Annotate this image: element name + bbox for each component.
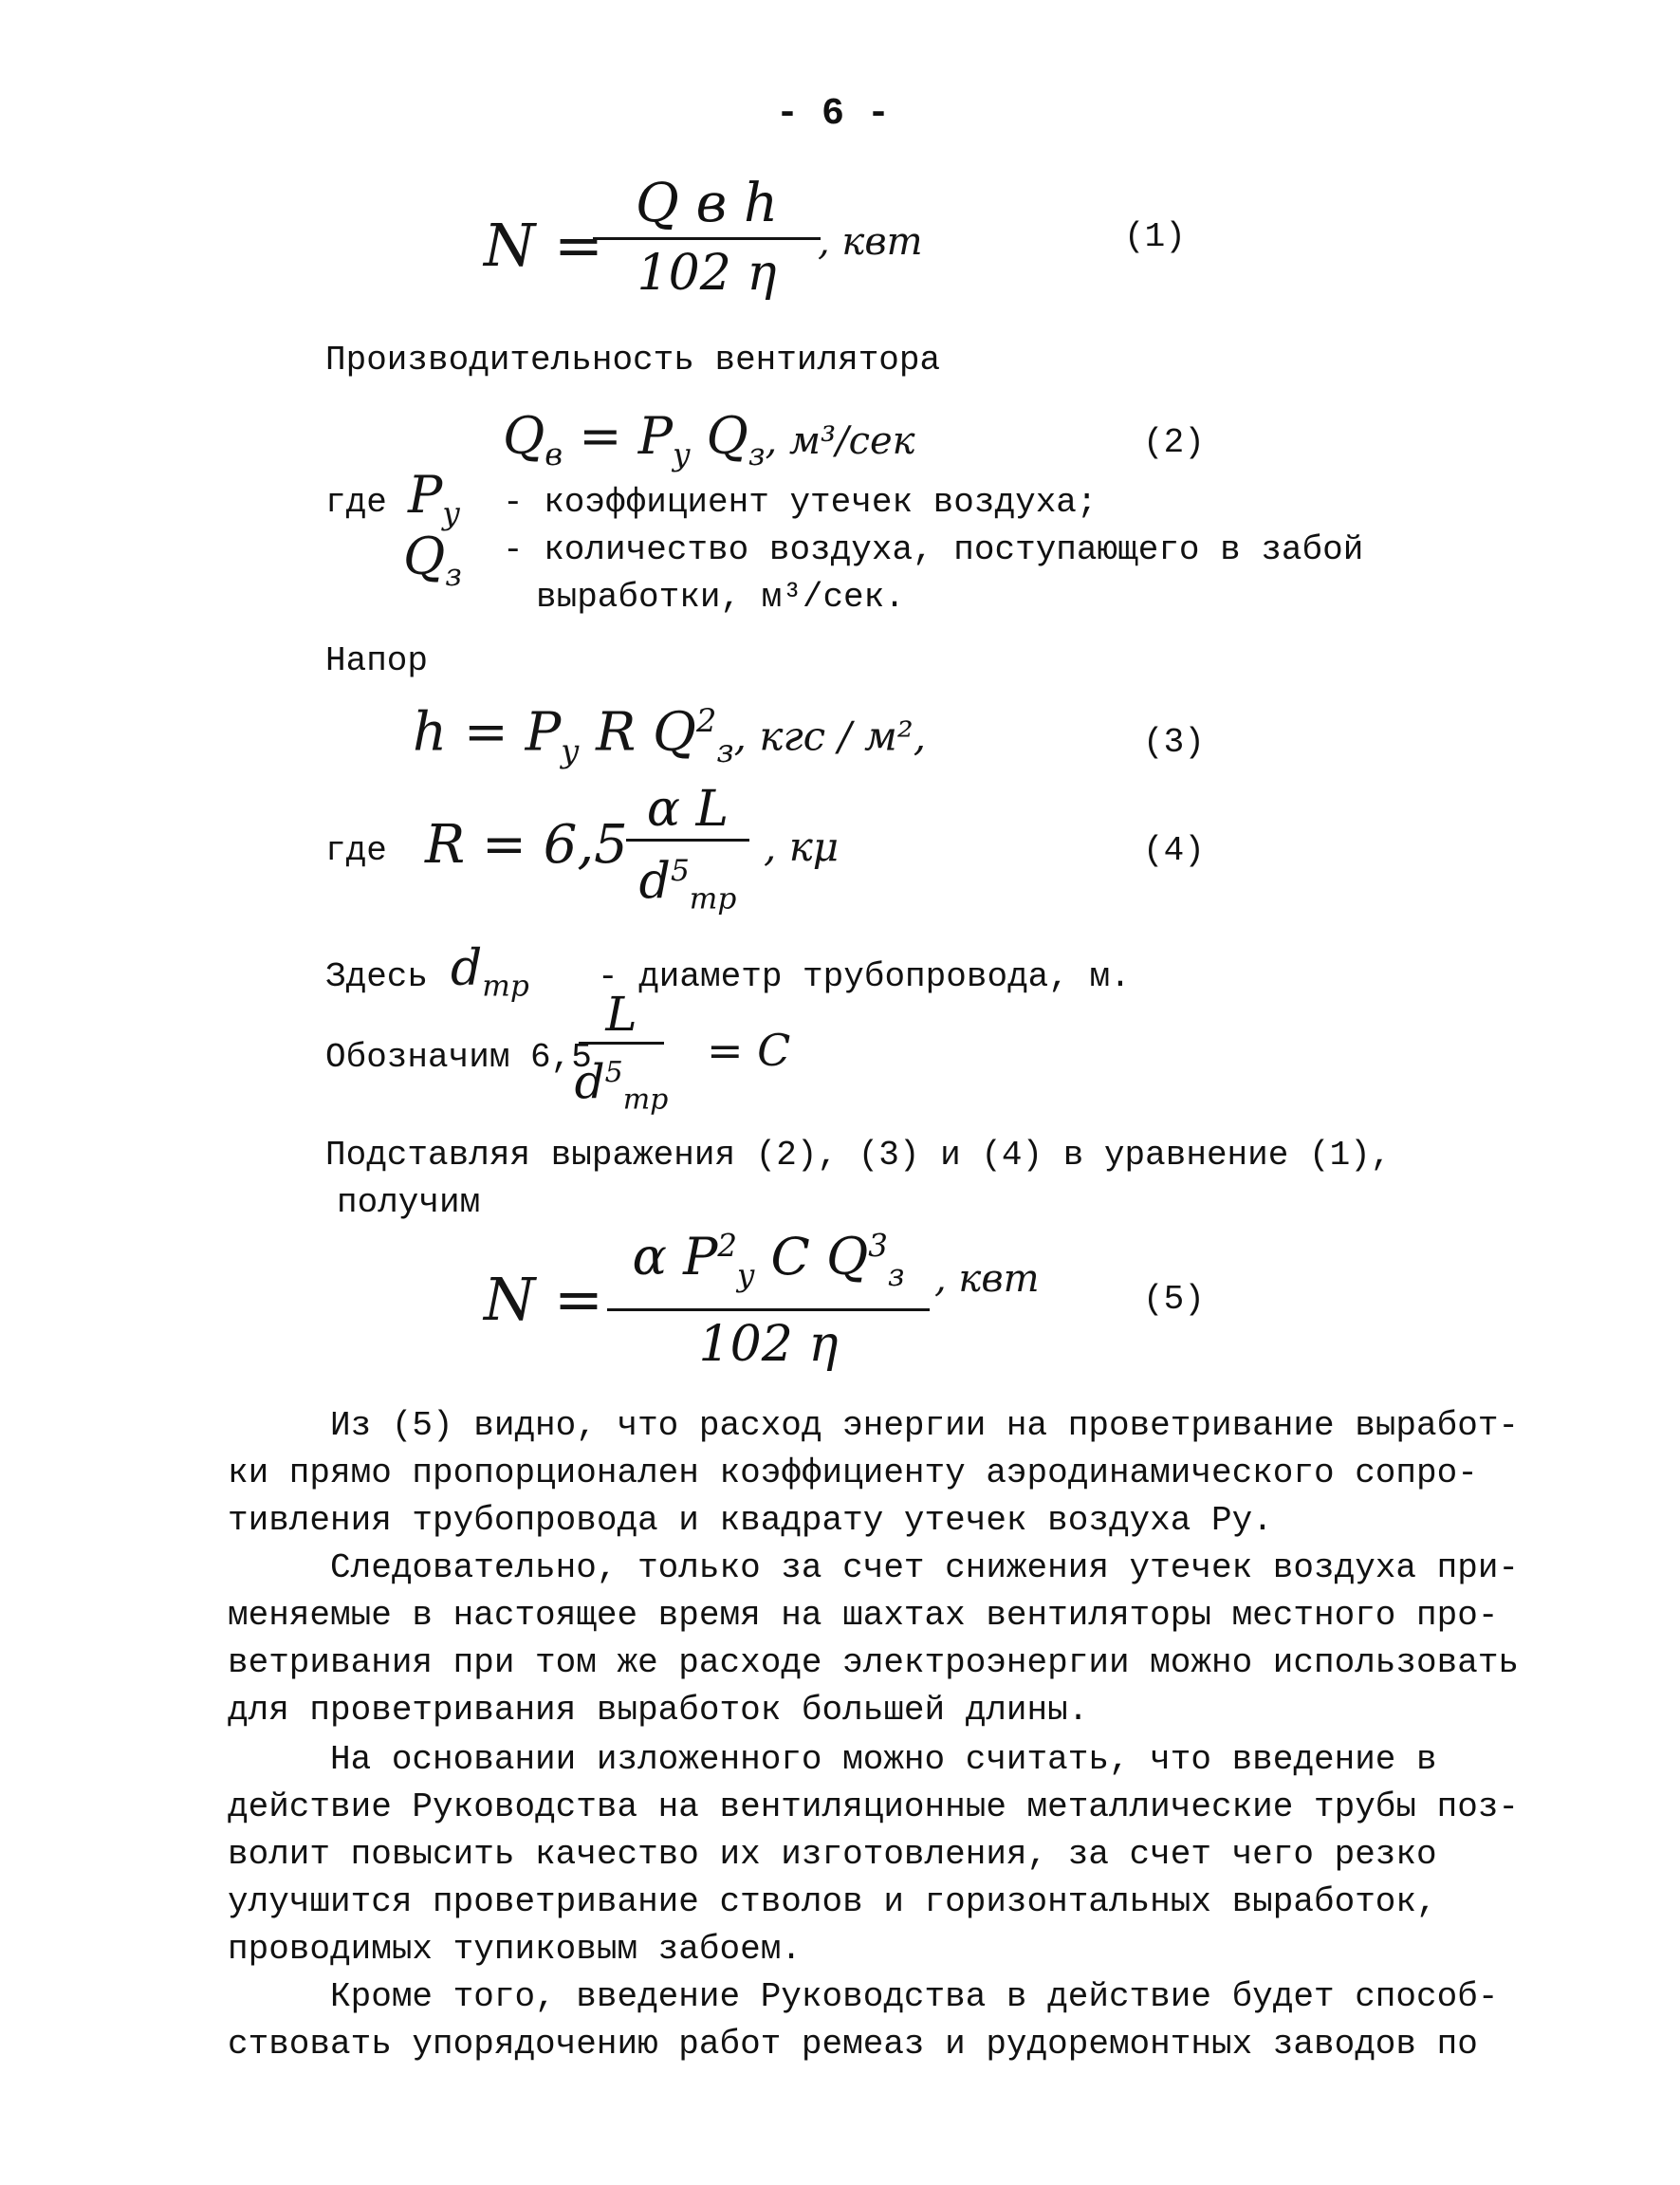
paragraph-line: На основании изложенного можно считать, что введение в [228,1740,1437,1779]
denote-numerator: L [605,987,637,1042]
productivity-heading: Производительность вентилятора [325,341,941,380]
formula-3-label: (3) [1143,723,1205,762]
substituting-line: Подставляя выражения (2), (3) и (4) в уравнение (1), [325,1136,1392,1175]
formula-2-sub-z: з [748,435,766,472]
we-get-line: получим [337,1183,481,1222]
pressure-heading: Напор [325,641,429,680]
paragraph-line: волит повысить качество их изготовления, за счет чего резко [228,1835,1437,1874]
qz-description: - количество воздуха, поступающего в забой [503,530,1364,569]
paragraph-1 [228,1402,1519,1545]
paragraph-line: ствовать упорядочению работ ремеаз и рудоремонтных заводов по [228,2025,1478,2064]
formula-2-eq: = P [563,406,674,466]
paragraph-line: улучшится проветривание стволов и горизонтальных выработок, [228,1882,1437,1921]
paragraph-line: Кроме того, введение Руководства в действие будет способ- [228,1977,1499,2016]
paragraph-line: ветривания при том же расходе электроэнергии можно использовать [228,1643,1520,1682]
where-label-1: где [325,483,387,522]
denote-fraction [574,987,669,1129]
paragraph-line: меняемые в настоящее время на шахтах вентиляторы местного про- [228,1596,1499,1635]
formula-1-lhs: N = [484,211,603,280]
formula-2 [503,403,915,488]
formula-5-lhs: N = [484,1265,603,1334]
formula-1-label: (1) [1124,217,1186,256]
qz-description-2: выработки, м³/сек. [536,578,905,617]
paragraph-line: Следовательно, только за счет снижения утечек воздуха при- [228,1548,1520,1587]
paragraph-line: проводимых тупиковым забоем. [228,1930,802,1969]
denote-equals: = C [707,1025,791,1076]
formula-5-unit: , квт [934,1257,1040,1301]
formula-2-sub-y: y [673,435,691,472]
paragraph-4 [228,1973,1498,2068]
formula-4-numerator: α L [646,781,729,838]
dtr-symbol: $d_{тр}$ [451,940,529,1004]
qz-symbol: $Q_з$ [403,527,462,593]
paragraph-line: для проветривания выработок большей длины. [228,1691,1089,1730]
formula-1-denominator: 102 η [637,245,777,302]
paragraph-line: ки прямо пропорционален коэффициенту аэродинамического сопро- [228,1454,1478,1492]
formula-5-fraction [607,1213,930,1378]
formula-1-numerator: Q в h [635,173,779,234]
formula-4-unit: , кμ [764,824,840,870]
paragraph-line: Из (5) видно, что расход энергии на проветривание выработ- [228,1406,1520,1445]
paragraph-2 [228,1545,1519,1734]
paragraph-line: действие Руководства на вентиляционные металлические трубы поз- [228,1787,1520,1826]
formula-5-label: (5) [1143,1280,1205,1319]
formula-4-denominator: $d^5_{тр}$ [638,853,737,917]
formula-4-lhs: R = 6,5 [425,814,628,876]
formula-4-label: (4) [1143,831,1205,870]
formula-5-denominator: 102 η [698,1315,839,1373]
formula-4-fraction [626,780,749,929]
formula-2-unit: , м³/сек [765,419,915,463]
denote-label: Обозначим 6,5 [325,1038,592,1077]
formula-3: $h = P_y$ R $Q^2_з$, кгс / м², [413,701,927,769]
paragraph-line: тивления трубопровода и квадрату утечек воздуха Ру. [228,1501,1273,1540]
py-description: - коэффициент утечек воздуха; [503,483,1098,522]
where-label-2: где [325,831,387,870]
py-symbol: $P_y$ [408,465,460,531]
formula-5-numerator: α $P^2_y$ C $Q^3_з$ [632,1227,905,1293]
dtr-description: - диаметр трубопровода, м. [598,957,1131,996]
formula-2-q2: Q [690,406,748,466]
formula-2-label: (2) [1143,423,1205,462]
formula-2-q: Q [503,406,545,466]
here-label: Здесь [325,957,429,996]
denote-denominator: $d^5_{тр}$ [574,1054,669,1117]
formula-2-sub-v: в [545,435,563,472]
formula-1-unit: , квт [818,220,923,264]
paragraph-3 [228,1736,1519,1973]
formula-1-fraction [593,171,821,306]
page-number: - 6 - [776,93,891,136]
